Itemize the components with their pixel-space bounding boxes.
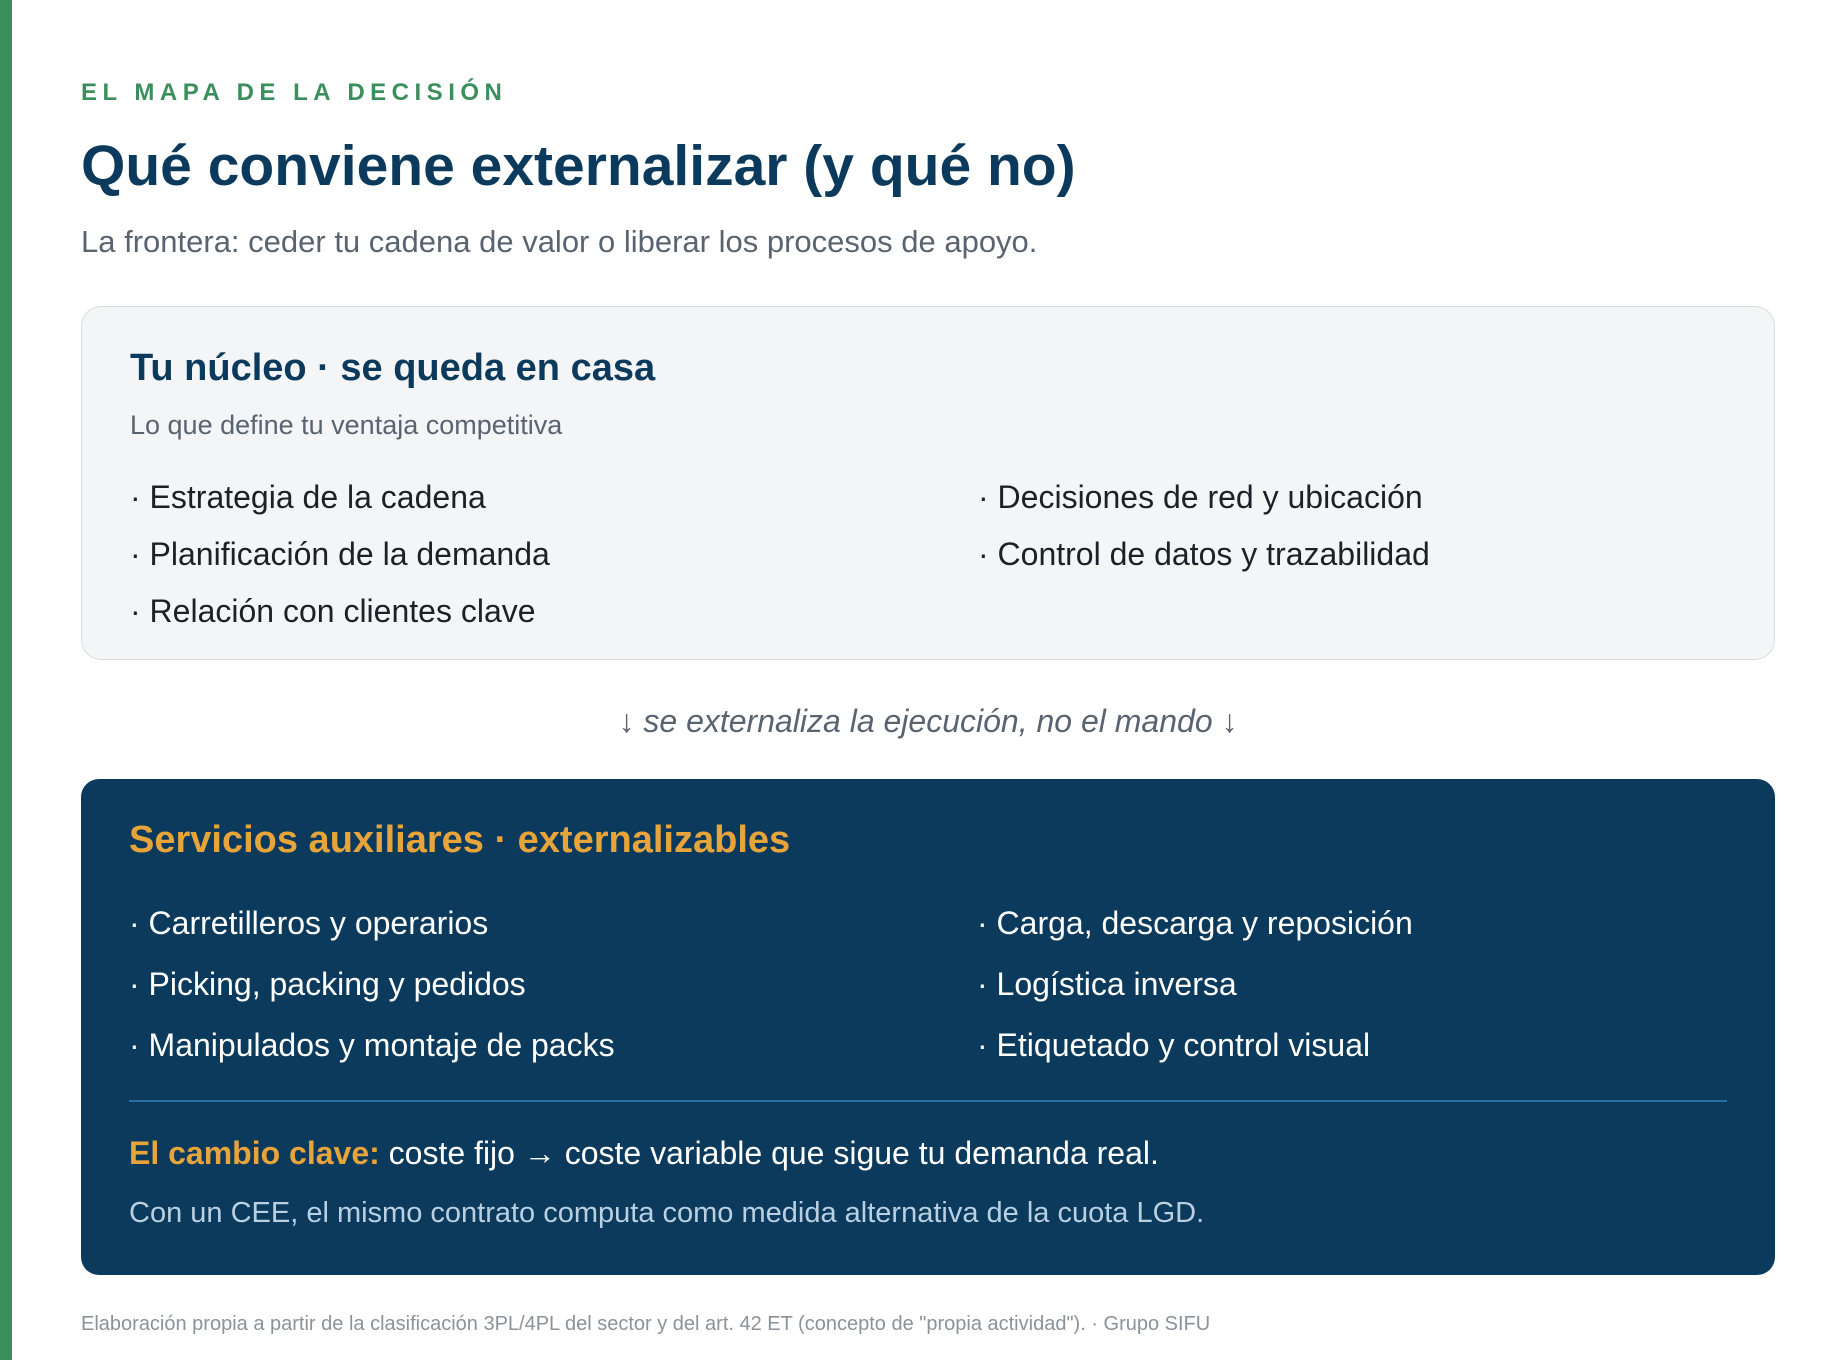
auxiliary-card-title: Servicios auxiliares · externalizables — [129, 819, 791, 861]
core-list-item: · Relación con clientes clave — [130, 593, 536, 629]
auxiliary-services-card — [81, 779, 1775, 1275]
key-change-label: El cambio clave: — [129, 1135, 380, 1171]
source-footnote: Elaboración propia a partir de la clasificación 3PL/4PL del sector y del art. 42 ET (concepto de "propia actividad"). · Grupo SIFU — [81, 1313, 1211, 1335]
core-list-item: · Estrategia de la cadena — [130, 479, 486, 515]
auxiliary-item-list — [129, 905, 1729, 1095]
auxiliary-list-item: · Logística inversa — [977, 966, 1237, 1002]
core-list-item: · Decisiones de red y ubicación — [978, 479, 1423, 515]
core-card — [81, 306, 1775, 660]
core-list-item: · Control de datos y trazabilidad — [978, 536, 1430, 572]
core-item-list — [130, 479, 1730, 649]
auxiliary-list-item: · Carga, descarga y reposición — [977, 905, 1413, 941]
auxiliary-list-item: · Manipulados y montaje de packs — [129, 1027, 615, 1063]
page-title: Qué conviene externalizar (y qué no) — [81, 134, 1076, 198]
auxiliary-list-item: · Carretilleros y operarios — [129, 905, 489, 941]
key-change-text: coste fijo → coste variable que sigue tu demanda real. — [379, 1135, 1159, 1171]
connector-caption: ↓ se externaliza la ejecución, no el mando ↓ — [618, 703, 1238, 739]
cee-note: Con un CEE, el mismo contrato computa como medida alternativa de la cuota LGD. — [129, 1197, 1205, 1229]
accent-side-bar — [0, 0, 12, 1360]
key-change-line — [129, 1135, 1159, 1172]
core-list-item: · Planificación de la demanda — [130, 536, 550, 572]
page-subtitle: La frontera: ceder tu cadena de valor o liberar los procesos de apoyo. — [81, 224, 1038, 259]
auxiliary-list-item: · Picking, packing y pedidos — [129, 966, 526, 1002]
auxiliary-list-item: · Etiquetado y control visual — [977, 1027, 1371, 1063]
core-card-title: Tu núcleo · se queda en casa — [130, 347, 656, 389]
card-divider — [129, 1100, 1727, 1102]
core-card-description: Lo que define tu ventaja competitiva — [130, 410, 563, 440]
eyebrow-label: EL MAPA DE LA DECISIÓN — [81, 79, 508, 106]
